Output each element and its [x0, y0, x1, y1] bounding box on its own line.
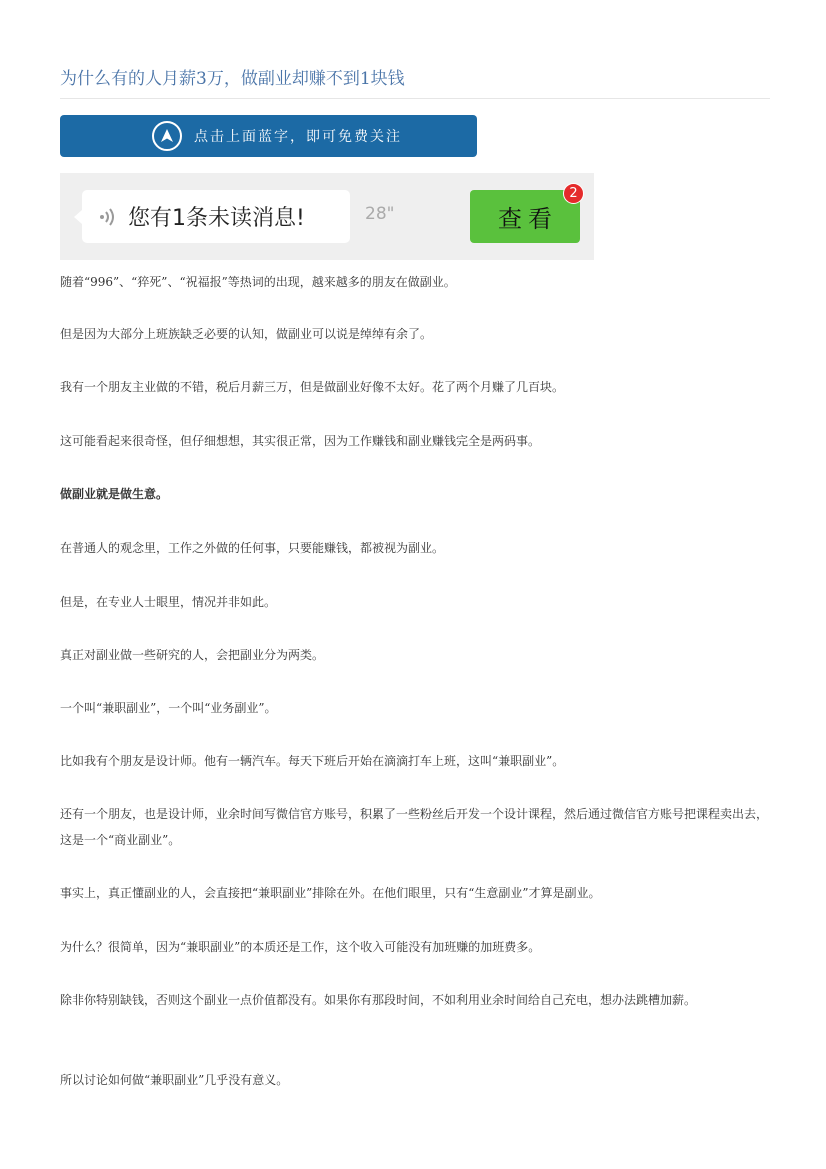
paragraph: 但是，在专业人士眼里，情况并非如此。 — [60, 595, 277, 609]
unread-message-banner[interactable] — [60, 173, 594, 260]
follow-banner-text: 点击上面蓝字，即可免费关注 — [194, 129, 402, 145]
paragraph: 随着“996”、“猝死”、“祝福报”等热词的出现，越来越多的朋友在做副业。 — [60, 275, 456, 289]
paragraph: 还有一个朋友，也是设计师，业余时间写微信官方账号，积累了一些粉丝后开发一个设计课程，然后通过微信官方账号把课程卖出去，这是一个“商业副业”。 — [60, 807, 769, 847]
view-message-button[interactable]: 查看 — [470, 190, 580, 243]
follow-banner[interactable] — [60, 115, 477, 157]
paragraph: 比如我有个朋友是设计师。他有一辆汽车。每天下班后开始在滴滴打车上班，这叫“兼职副业”。 — [60, 754, 565, 768]
title-divider — [60, 98, 770, 99]
paragraph: 但是因为大部分上班族缺乏必要的认知，做副业可以说是绰绰有余了。 — [60, 327, 433, 341]
paragraph: 这可能看起来很奇怪，但仔细想想，其实很正常，因为工作赚钱和副业赚钱完全是两码事。 — [60, 434, 541, 448]
paragraph: 真正对副业做一些研究的人，会把副业分为两类。 — [60, 648, 325, 662]
paragraph: 为什么？很简单，因为“兼职副业”的本质还是工作，这个收入可能没有加班赚的加班费多。 — [60, 940, 541, 954]
voice-duration: 28" — [365, 204, 395, 224]
paragraph: 我有一个朋友主业做的不错，税后月薪三万，但是做副业好像不太好。花了两个月赚了几百块。 — [60, 380, 565, 394]
paragraph: 除非你特别缺钱，否则这个副业一点价值都没有。如果你有那段时间，不如利用业余时间给自己充电，想办法跳槽加薪。 — [60, 993, 697, 1007]
paragraph: 事实上，真正懂副业的人，会直接把“兼职副业”排除在外。在他们眼里，只有“生意副业”才算是副业。 — [60, 886, 601, 900]
paragraph: 在普通人的观念里，工作之外做的任何事，只要能赚钱，都被视为副业。 — [60, 541, 445, 555]
paragraph-heading: 做副业就是做生意。 — [60, 487, 169, 501]
message-bubble[interactable] — [82, 190, 350, 243]
arrow-up-circle-icon — [152, 121, 182, 151]
unread-count-badge: 2 — [563, 183, 584, 204]
article-title: 为什么有的人月薪3万，做副业却赚不到1块钱 — [60, 69, 405, 89]
voice-wave-icon — [96, 205, 120, 229]
paragraph: 一个叫“兼职副业”，一个叫“业务副业”。 — [60, 701, 277, 715]
unread-message-text: 您有1条未读消息! — [128, 206, 305, 231]
paragraph: 所以讨论如何做“兼职副业”几乎没有意义。 — [60, 1073, 289, 1087]
